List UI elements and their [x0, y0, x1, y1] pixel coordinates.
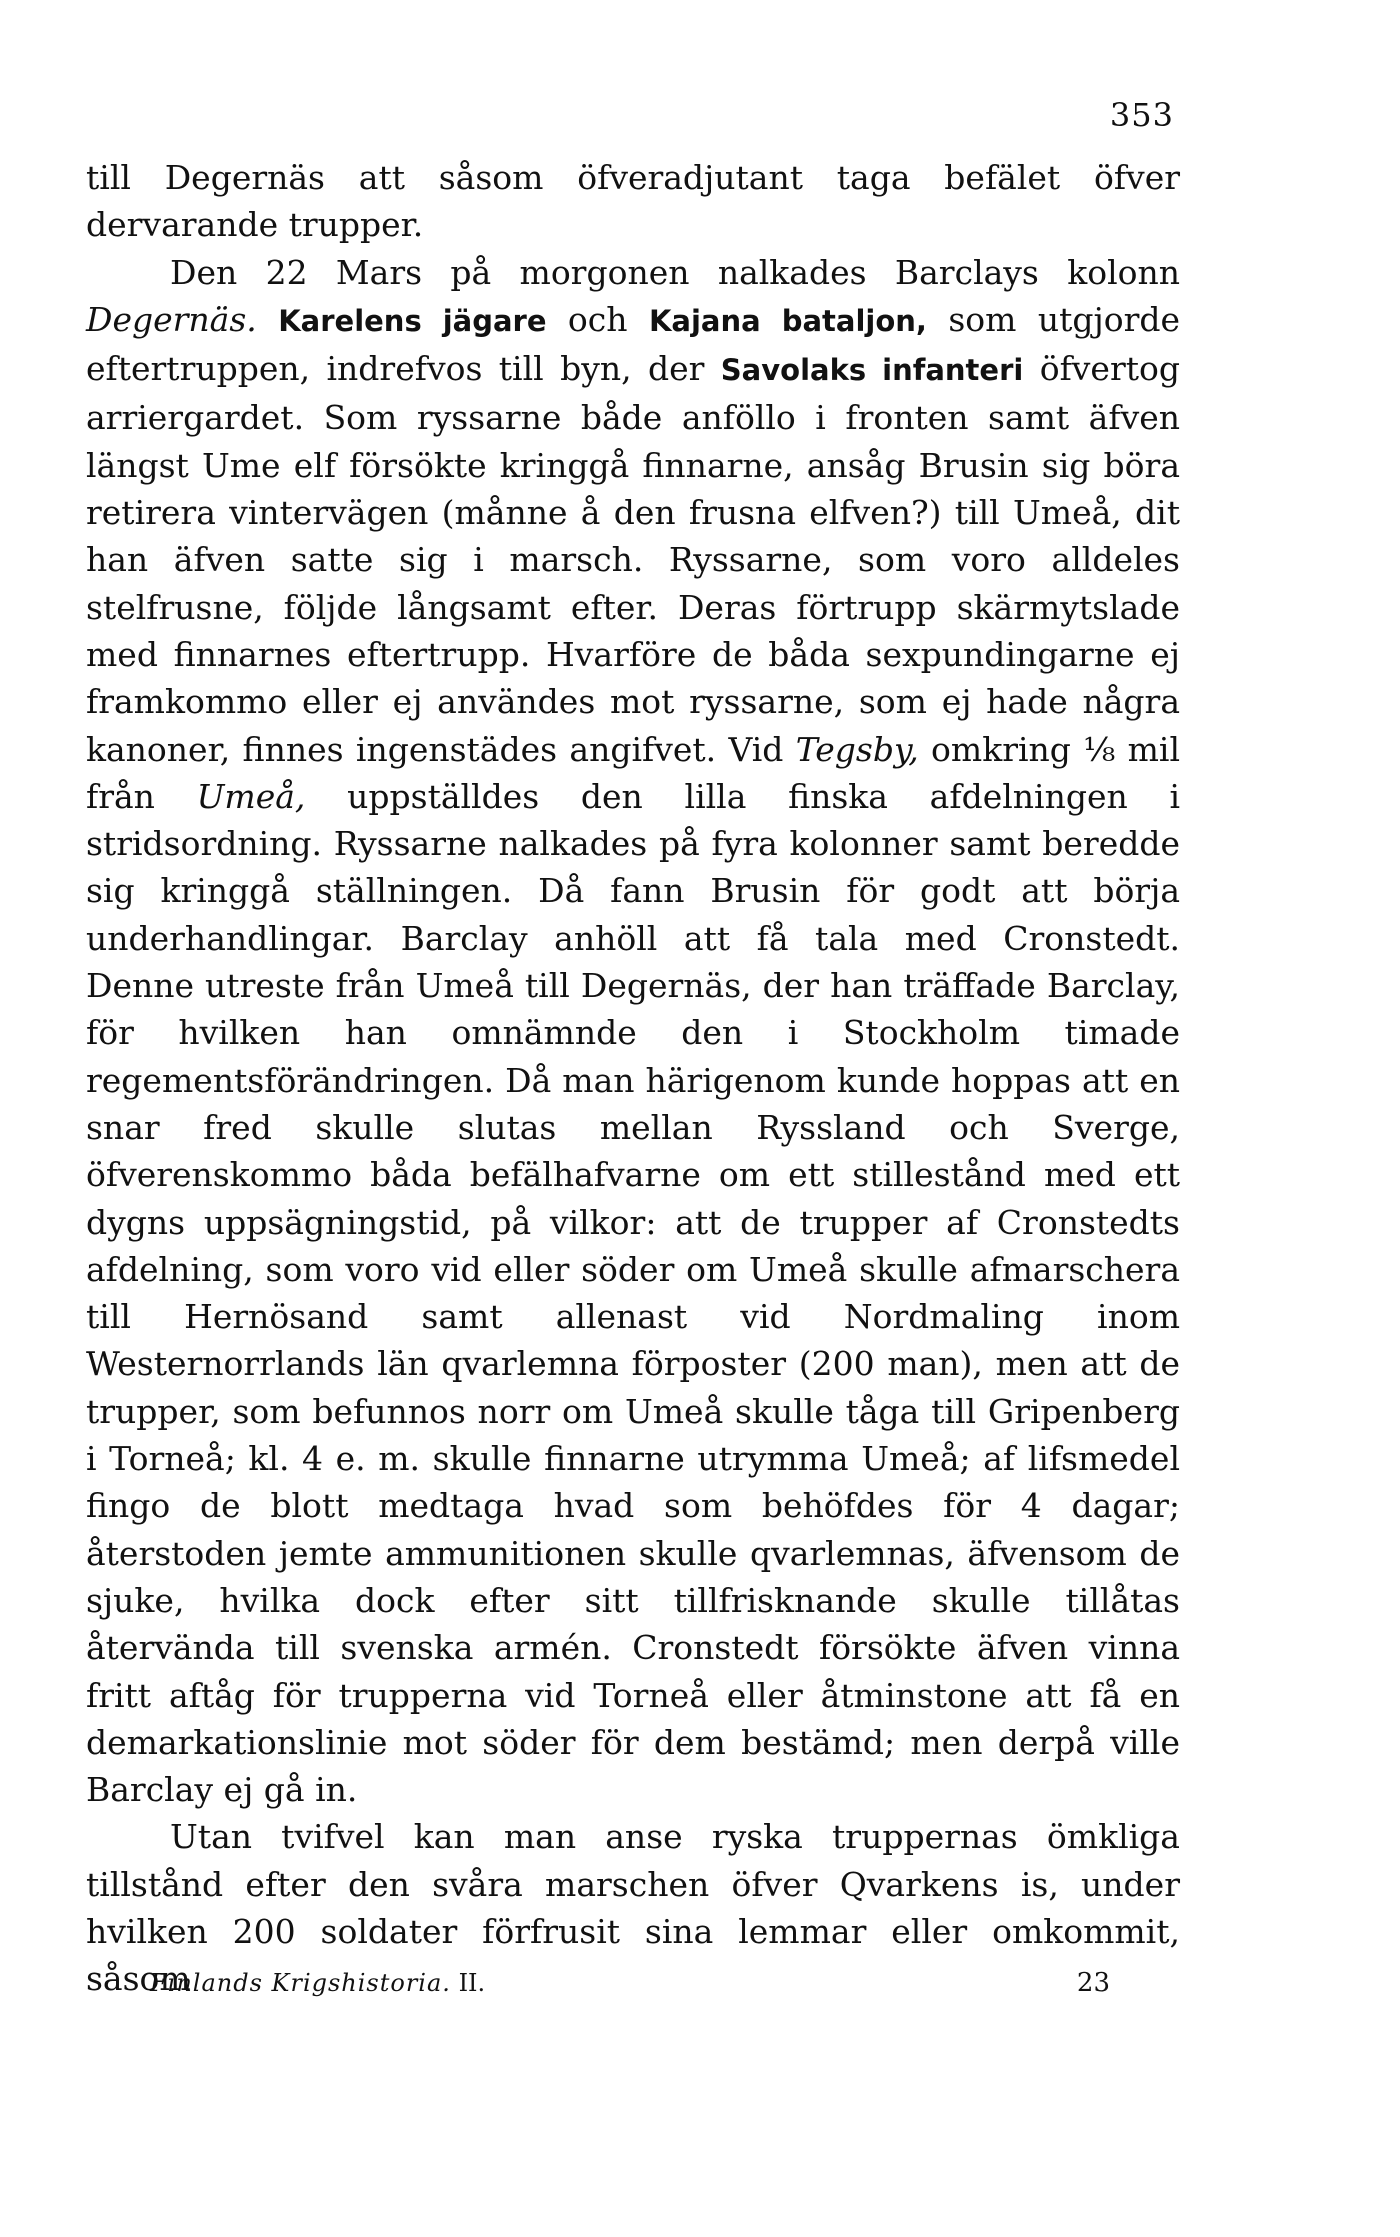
- text-run: omkring ⅛ mil från: [86, 729, 1180, 816]
- text-run: till Degernäs att såsom öfveradjutant taga befälet öfver dervarande trupper.: [86, 158, 1180, 245]
- paragraph: [86, 249, 1180, 1814]
- text-run: Den 22 Mars på morgonen nalkades Barclays kolonn: [170, 252, 1180, 292]
- text-run: Utan tvifvel kan man anse ryska truppernas ömkliga tillstånd efter den svåra marschen öfver Qvarkens is, under hvilken 200 soldater förfrusit sina lemmar eller omkommit, såsom: [86, 1817, 1180, 1999]
- text-run: [257, 300, 278, 339]
- place-name: Degernäs.: [86, 299, 257, 339]
- footer-signature-mark: 23: [1076, 1968, 1110, 1998]
- footer-volume: II.: [458, 1969, 486, 1997]
- footer-left: [150, 1969, 485, 1997]
- footer-book-title: Finlands Krigshistoria.: [150, 1969, 451, 1997]
- text-run: som utgjorde eftertruppen, indrefvos till byn, der: [86, 299, 1180, 389]
- place-name: Tegsby,: [795, 729, 919, 769]
- place-name: Umeå,: [196, 776, 306, 816]
- text-run: uppställdes den lilla finska afdelningen i stridsordning. Ryssarne nalkades på fyra kolonner samt beredde sig kringgå ställningen. Då fann Brusin för godt att börja underhandlingar. Barclay anhöll att få tala med Cronstedt. Denne utreste från Umeå till Degernäs, der han träffade Barclay, för hvilken han omnämnde den i Stockholm timade regementsförändringen. Då man härigenom kunde hoppas att en snar fred skulle slutas mellan Ryssland och Sverge, öfverenskommo båda befälhafvarne om ett stillestånd med ett dygns uppsägningstid, på vilkor: att de trupper af Cronstedts afdelning, som voro vid eller söder om Umeå skulle afmarschera till Hernösand samt allenast vid Nordmaling inom Westernorrlands län qvarlemna förposter (200 man), men att de trupper, som befunnos norr om Umeå skulle tåga till Gripenberg i Torneå; kl. 4 e. m. skulle finnarne utrymma Umeå; af lifsmedel fingo de blott medtaga hvad som behöfdes för 4 dagar; återstoden jemte ammunitionen skulle qvarlemnas, äfvensom de sjuke, hvilka dock efter sitt tillfrisknande skulle tillåtas återvända till svenska armén. Cronstedt försökte äfven vinna fritt aftåg för trupperna vid Torneå eller åtminstone att få en demarkationslinie mot söder för dem bestämd; men derpå ville Barclay ej gå in.: [86, 776, 1181, 1810]
- body-text: [86, 154, 1180, 2003]
- text-run: och: [546, 299, 649, 339]
- page-number: 353: [1109, 96, 1174, 134]
- unit-name: Karelens jägare: [278, 303, 547, 338]
- text-run: öfvertog arriergardet. Som ryssarne både anföllo i fronten samt äfven längst Ume elf försökte kringgå finnarne, ansåg Brusin sig böra retirera vintervägen (månne å den frusna elfven?) till Umeå, dit han äfven satte sig i marsch. Ryssarne, som voro alldeles stelfrusne, följde långsamt efter. Deras förtrupp skärmytslade med finnarnes eftertrupp. Hvarföre de båda sexpundingarne ej framkommo eller ej användes mot ryssarne, som ej hade några kanoner, finnes ingenstädes angifvet. Vid: [86, 349, 1180, 769]
- unit-name: Savolaks infanteri: [720, 353, 1024, 388]
- unit-name: Kajana bataljon,: [648, 303, 927, 338]
- paragraph: [86, 154, 1180, 249]
- page-footer: [150, 1968, 1110, 1998]
